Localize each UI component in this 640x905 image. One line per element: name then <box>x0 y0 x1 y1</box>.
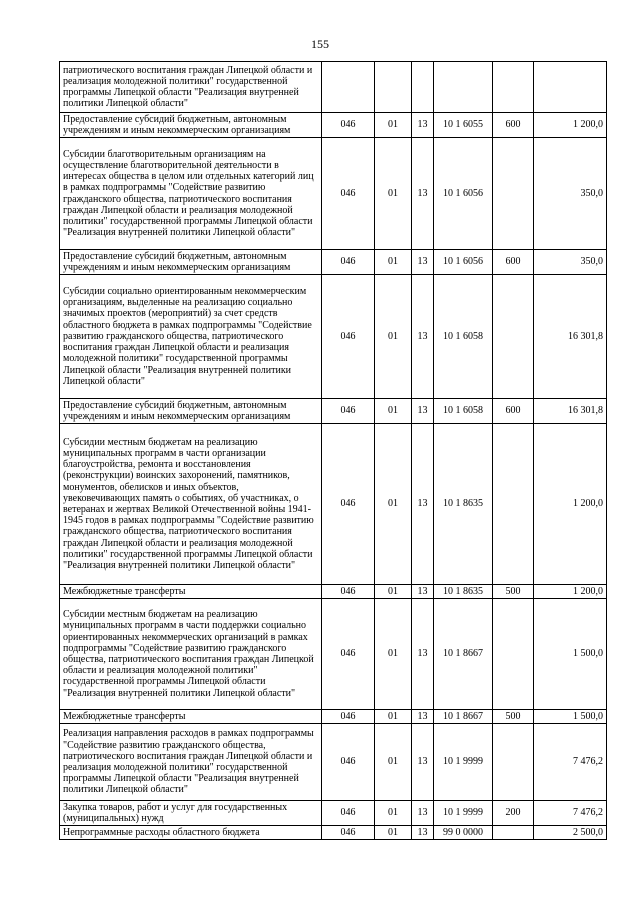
row-subsection-code: 13 <box>412 424 434 585</box>
row-section-code: 01 <box>375 399 412 424</box>
table-row <box>60 62 607 113</box>
table-row <box>60 250 607 275</box>
row-amount: 7 476,2 <box>534 724 607 801</box>
row-expense-type-code: 600 <box>493 113 534 138</box>
row-target-item-code: 10 1 8667 <box>434 710 493 724</box>
row-subsection-code <box>412 62 434 113</box>
row-expense-type-code: 500 <box>493 585 534 599</box>
row-expense-type-code: 500 <box>493 710 534 724</box>
row-ministry-code: 046 <box>322 399 375 424</box>
table-row <box>60 599 607 710</box>
row-target-item-code <box>434 62 493 113</box>
row-amount: 16 301,8 <box>534 399 607 424</box>
row-target-item-code: 10 1 9999 <box>434 801 493 826</box>
table-row <box>60 399 607 424</box>
row-section-code: 01 <box>375 138 412 250</box>
row-expense-type-code: 200 <box>493 801 534 826</box>
table-row <box>60 138 607 250</box>
row-description: Предоставление субсидий бюджетным, автономным учреждениям и иным некоммерческим организациям <box>60 113 322 138</box>
row-description: Предоставление субсидий бюджетным, автономным учреждениям и иным некоммерческим организациям <box>60 250 322 275</box>
table-row <box>60 113 607 138</box>
row-subsection-code: 13 <box>412 710 434 724</box>
row-amount: 16 301,8 <box>534 275 607 399</box>
row-target-item-code: 10 1 6058 <box>434 399 493 424</box>
table-row <box>60 275 607 399</box>
table-row <box>60 724 607 801</box>
row-expense-type-code <box>493 826 534 840</box>
budget-table <box>59 61 607 840</box>
row-target-item-code: 10 1 6055 <box>434 113 493 138</box>
row-expense-type-code: 600 <box>493 250 534 275</box>
row-target-item-code: 10 1 6056 <box>434 138 493 250</box>
row-amount: 350,0 <box>534 250 607 275</box>
row-target-item-code: 10 1 6056 <box>434 250 493 275</box>
row-description: Межбюджетные трансферты <box>60 585 322 599</box>
row-description: Субсидии благотворительным организациям на осуществление благотворительной деятельности в интересах общества в целом или отдельных категорий лиц в рамках подпрограммы "Содействие развитию гражданского общества, патриотического воспитания граждан Липецкой области и реализация молодежной политики" государственной программы Липецкой области "Реализация внутренней политики Липецкой области" <box>60 138 322 250</box>
table-row <box>60 801 607 826</box>
row-ministry-code: 046 <box>322 826 375 840</box>
row-subsection-code: 13 <box>412 599 434 710</box>
row-expense-type-code <box>493 599 534 710</box>
row-description: Непрограммные расходы областного бюджета <box>60 826 322 840</box>
row-section-code: 01 <box>375 826 412 840</box>
row-section-code: 01 <box>375 585 412 599</box>
row-description: Закупка товаров, работ и услуг для государственных (муниципальных) нужд <box>60 801 322 826</box>
row-target-item-code: 99 0 0000 <box>434 826 493 840</box>
row-amount: 1 200,0 <box>534 424 607 585</box>
row-ministry-code: 046 <box>322 801 375 826</box>
row-subsection-code: 13 <box>412 138 434 250</box>
row-amount: 1 500,0 <box>534 710 607 724</box>
row-section-code: 01 <box>375 250 412 275</box>
table-row <box>60 826 607 840</box>
row-amount: 2 500,0 <box>534 826 607 840</box>
row-subsection-code: 13 <box>412 801 434 826</box>
row-section-code: 01 <box>375 710 412 724</box>
table-row <box>60 424 607 585</box>
row-subsection-code: 13 <box>412 826 434 840</box>
row-amount: 1 500,0 <box>534 599 607 710</box>
row-ministry-code <box>322 62 375 113</box>
row-section-code: 01 <box>375 275 412 399</box>
row-expense-type-code <box>493 138 534 250</box>
page-number: 155 <box>311 37 329 51</box>
row-ministry-code: 046 <box>322 424 375 585</box>
row-section-code: 01 <box>375 113 412 138</box>
row-expense-type-code: 600 <box>493 399 534 424</box>
row-subsection-code: 13 <box>412 250 434 275</box>
row-ministry-code: 046 <box>322 724 375 801</box>
row-description: Предоставление субсидий бюджетным, автономным учреждениям и иным некоммерческим организациям <box>60 399 322 424</box>
row-target-item-code: 10 1 8635 <box>434 424 493 585</box>
row-expense-type-code <box>493 62 534 113</box>
row-ministry-code: 046 <box>322 275 375 399</box>
row-description: Реализация направления расходов в рамках подпрограммы "Содействие развитию гражданского общества, патриотического воспитания граждан Липецкой области и реализация молодежной политики" государственной программы Липецкой области "Реализация внутренней политики Липецкой области" <box>60 724 322 801</box>
row-amount: 7 476,2 <box>534 801 607 826</box>
row-ministry-code: 046 <box>322 585 375 599</box>
row-section-code: 01 <box>375 801 412 826</box>
row-ministry-code: 046 <box>322 599 375 710</box>
row-description: Межбюджетные трансферты <box>60 710 322 724</box>
row-ministry-code: 046 <box>322 113 375 138</box>
row-subsection-code: 13 <box>412 399 434 424</box>
row-amount <box>534 62 607 113</box>
row-expense-type-code <box>493 424 534 585</box>
row-subsection-code: 13 <box>412 113 434 138</box>
row-target-item-code: 10 1 8667 <box>434 599 493 710</box>
row-section-code: 01 <box>375 724 412 801</box>
row-ministry-code: 046 <box>322 710 375 724</box>
row-section-code: 01 <box>375 599 412 710</box>
row-subsection-code: 13 <box>412 724 434 801</box>
row-target-item-code: 10 1 6058 <box>434 275 493 399</box>
row-target-item-code: 10 1 8635 <box>434 585 493 599</box>
row-amount: 1 200,0 <box>534 113 607 138</box>
row-expense-type-code <box>493 275 534 399</box>
row-description: Субсидии местным бюджетам на реализацию муниципальных программ в части поддержки социально ориентированных некоммерческих организаций в рамках подпрограммы "Содействие развитию гражданского общества, патриотического воспитания граждан Липецкой области и реализация молодежной политики" государственной программы Липецкой области "Реализация внутренней политики Липецкой области" <box>60 599 322 710</box>
row-section-code <box>375 62 412 113</box>
row-target-item-code: 10 1 9999 <box>434 724 493 801</box>
row-expense-type-code <box>493 724 534 801</box>
table-row <box>60 585 607 599</box>
row-amount: 350,0 <box>534 138 607 250</box>
table-row <box>60 710 607 724</box>
row-ministry-code: 046 <box>322 250 375 275</box>
row-description: патриотического воспитания граждан Липецкой области и реализация молодежной политики" государственной программы Липецкой области "Реализация внутренней политики Липецкой области" <box>60 62 322 113</box>
row-subsection-code: 13 <box>412 585 434 599</box>
row-description: Субсидии социально ориентированным некоммерческим организациям, выделенные на реализацию социально значимых проектов (мероприятий) за счет средств областного бюджета в рамках подпрограммы "Содействие развитию гражданского общества, патриотического воспитания граждан Липецкой области и реализация молодежной политики" государственной программы Липецкой области "Реализация внутренней политики Липецкой области" <box>60 275 322 399</box>
row-section-code: 01 <box>375 424 412 585</box>
row-description: Субсидии местным бюджетам на реализацию муниципальных программ в части организации благоустройства, ремонта и восстановления (реконструкции) воинских захоронений, памятников, монументов, обелисков и иных объектов, увековечивающих память о событиях, об участниках, о ветеранах и жертвах Великой Отечественной войны 1941-1945 годов в рамках подпрограммы "Содействие развитию гражданского общества, патриотического воспитания граждан Липецкой области и реализация молодежной политики" государственной программы Липецкой области "Реализация внутренней политики Липецкой области" <box>60 424 322 585</box>
row-amount: 1 200,0 <box>534 585 607 599</box>
row-ministry-code: 046 <box>322 138 375 250</box>
row-subsection-code: 13 <box>412 275 434 399</box>
